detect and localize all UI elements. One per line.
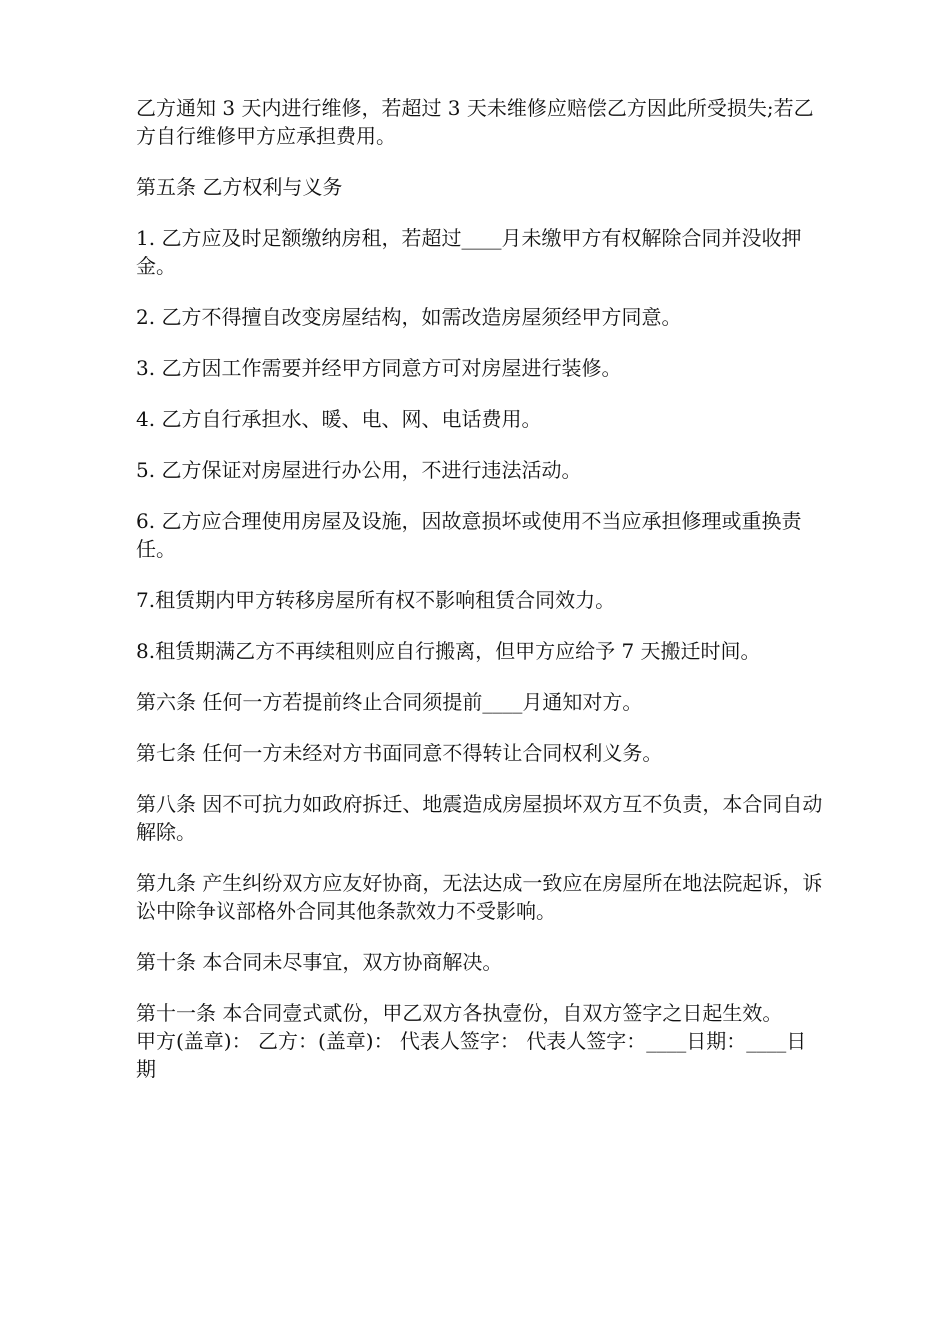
clause-5-2-structure: 2. 乙方不得擅自改变房屋结构，如需改造房屋须经甲方同意。 bbox=[136, 305, 682, 329]
article-7-assignment: 第七条 任何一方未经对方书面同意不得转让合同权利义务。 bbox=[136, 741, 663, 765]
article-11-copies: 第十一条 本合同壹式贰份，甲乙双方各执壹份，自双方签字之日起生效。 bbox=[136, 1001, 783, 1025]
article-10-unresolved-matters: 第十条 本合同未尽事宜，双方协商解决。 bbox=[136, 950, 503, 974]
article-6-termination: 第六条 任何一方若提前终止合同须提前____月通知对方。 bbox=[136, 690, 643, 714]
clause-5-1-rent-payment: 1. 乙方应及时足额缴纳房租，若超过____月未缴甲方有权解除合同并没收押金。 bbox=[136, 226, 802, 278]
article-9-disputes: 第九条 产生纠纷双方应友好协商，无法达成一致应在房屋所在地法院起诉，诉讼中除争议部格外合同其他条款效力不受影响。 bbox=[136, 871, 823, 923]
clause-5-6-facilities: 6. 乙方应合理使用房屋及设施，因故意损坏或使用不当应承担修理或重换责任。 bbox=[136, 509, 802, 561]
clause-5-4-utilities: 4. 乙方自行承担水、暖、电、网、电话费用。 bbox=[136, 407, 542, 431]
clause-5-8-lease-expiry: 8.租赁期满乙方不再续租则应自行搬离，但甲方应给予 7 天搬迁时间。 bbox=[136, 639, 761, 663]
heading-article-5: 第五条 乙方权利与义务 bbox=[136, 175, 343, 199]
signature-line: 甲方(盖章)： 乙方：(盖章)： 代表人签字： 代表人签字：____日期：____日期 bbox=[136, 1029, 807, 1081]
clause-5-3-renovation: 3. 乙方因工作需要并经甲方同意方可对房屋进行装修。 bbox=[136, 356, 622, 380]
clause-5-7-ownership-transfer: 7.租赁期内甲方转移房屋所有权不影响租赁合同效力。 bbox=[136, 588, 616, 612]
document-body bbox=[136, 94, 826, 1083]
paragraph-repair-clause: 乙方通知 3 天内进行维修，若超过 3 天未维修应赔偿乙方因此所受损失;若乙方自行维修甲方应承担费用。 bbox=[136, 96, 814, 148]
article-8-force-majeure: 第八条 因不可抗力如政府拆迁、地震造成房屋损坏双方互不负责，本合同自动解除。 bbox=[136, 792, 823, 844]
clause-5-5-office-use: 5. 乙方保证对房屋进行办公用，不进行违法活动。 bbox=[136, 458, 582, 482]
